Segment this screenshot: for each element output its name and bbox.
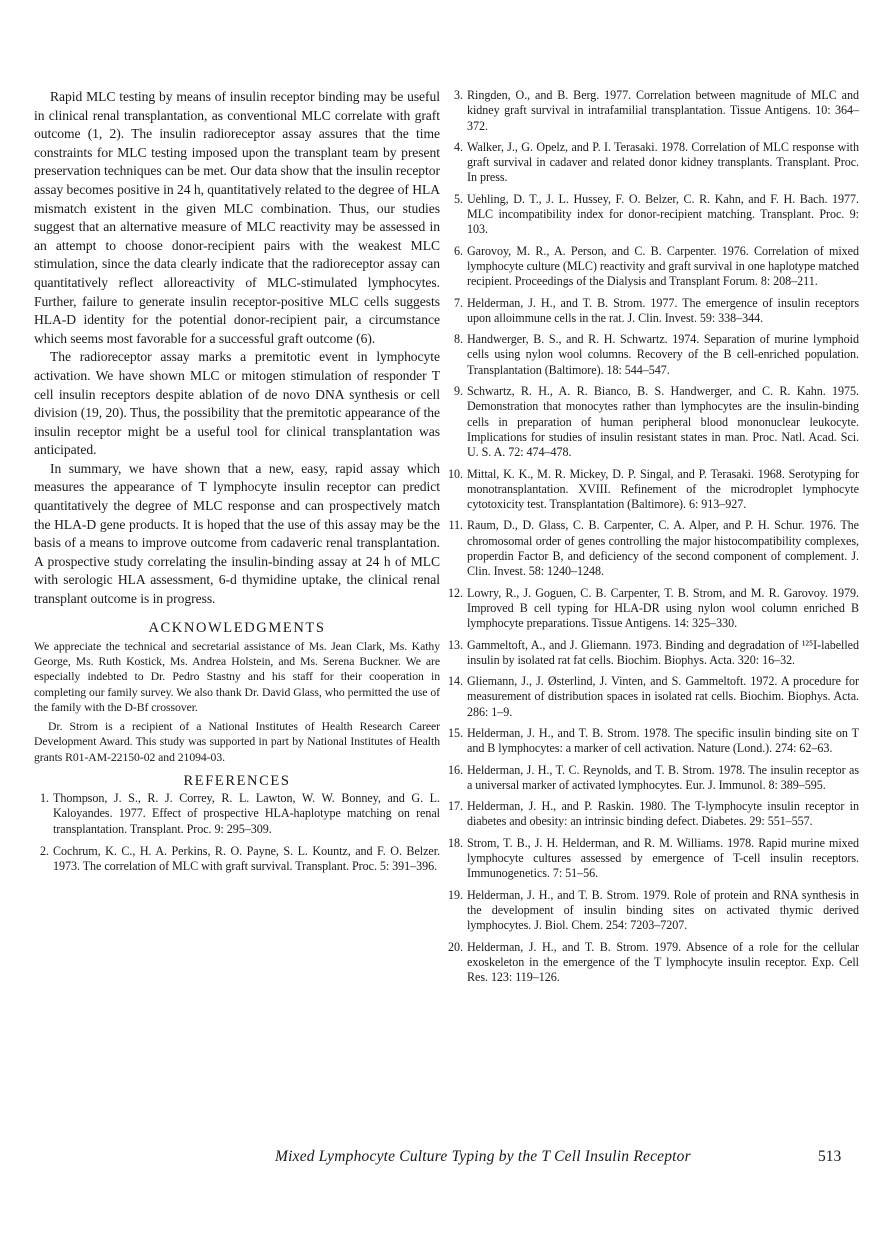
- reference-number: 4.: [454, 139, 463, 154]
- reference-number: 18.: [448, 835, 463, 850]
- reference-text: Ringden, O., and B. Berg. 1977. Correlation between magnitude of MLC and kidney graft survival in intrafamilial transplantation. Tissue Antigens. 10: 364–372.: [467, 88, 859, 133]
- reference-text: Garovoy, M. R., A. Person, and C. B. Carpenter. 1976. Correlation of mixed lymphocyte culture (MLC) reactivity and graft survival in one haplotype matched recipient. Proceedings of the Dialysis and Transplant Forum. 8: 208–211.: [467, 243, 859, 289]
- right-column: [447, 88, 859, 991]
- page-number: 513: [818, 1148, 842, 1165]
- left-column: [34, 88, 440, 881]
- reference-item: [447, 586, 859, 632]
- reference-number: 3.: [454, 88, 463, 102]
- reference-number: 8.: [454, 332, 463, 347]
- reference-number: 10.: [448, 466, 463, 481]
- reference-text: Helderman, J. H., and T. B. Strom. 1978. The specific insulin binding site on T and B lymphocytes: a marker of cell activation. Nature (Lond.). 274: 62–63.: [467, 725, 859, 756]
- reference-number: 9.: [454, 384, 463, 399]
- body-paragraph: In summary, we have shown that a new, easy, rapid assay which measures the appearance of T lymphocyte insulin receptor can predict quantitatively the degree of MLC response and can prospectively match the HLA-D gene products. It is hoped that the use of this assay may be the basis of a means to improve outcome from cadaveric renal transplantation. A prospective study correlating the insulin-binding assay at 24 h of MLC with serologic HLA assessment, 6-d thymidine uptake, the clinical renal transplant outcome is in progress.: [34, 460, 440, 607]
- reference-item: [447, 763, 859, 794]
- reference-number: 15.: [448, 725, 463, 740]
- reference-text: Helderman, J. H., and T. B. Strom. 1979. Role of protein and RNA synthesis in the development of insulin binding sites on activated thymic derived lymphocytes. J. Biol. Chem. 254: 7203–7207.: [467, 887, 859, 933]
- reference-number: 6.: [454, 243, 463, 258]
- reference-text: Helderman, J. H., and P. Raskin. 1980. The T-lymphocyte insulin receptor in diabetes and obesity: an intrinsic binding defect. Diabetes. 29: 551–557.: [467, 799, 859, 829]
- reference-item: [447, 384, 859, 460]
- reference-number: 12.: [448, 585, 463, 600]
- reference-number: 20.: [448, 939, 463, 954]
- reference-item: [447, 192, 859, 238]
- reference-text: Helderman, J. H., and T. B. Strom. 1979. Absence of a role for the cellular exoskeleton in the emergence of the T lymphocyte insulin receptor. Exp. Cell Res. 123: 119–126.: [467, 939, 859, 985]
- references-heading: REFERENCES: [183, 773, 291, 789]
- reference-item: [447, 332, 859, 378]
- reference-list: [447, 88, 859, 985]
- reference-item: [447, 518, 859, 579]
- body-paragraph: The radioreceptor assay marks a premitotic event in lymphocyte activation. We have shown MLC or mitogen stimulation of responder T cell insulin receptors despite ablation of de novo DNA synthesis or cell division (19, 20). Thus, the possibility that the premitotic appearance of the insulin receptor might be a useful tool for clinical transplantation was anticipated.: [34, 349, 440, 458]
- reference-list: [34, 791, 440, 874]
- reference-text: Gammeltoft, A., and J. Gliemann. 1973. Binding and degradation of ¹²⁵I-labelled insulin by isolated rat fat cells. Biochim. Biophys. Acta. 320: 16–32.: [467, 637, 859, 667]
- reference-number: 7.: [454, 295, 463, 310]
- reference-item: [447, 638, 859, 669]
- reference-text: Helderman, J. H., T. C. Reynolds, and T. B. Strom. 1978. The insulin receptor as a universal marker of activated lymphocytes. Eur. J. Immunol. 8: 389–595.: [467, 762, 859, 792]
- reference-item: [447, 467, 859, 513]
- reference-text: Raum, D., D. Glass, C. B. Carpenter, C. A. Alper, and P. H. Schur. 1976. The chromosomal order of genes controlling the major histocompatibility complexes, properdin Factor B, and deficiency of the second component of complement. J. Clin. Invest. 58: 1240–1248.: [467, 518, 859, 579]
- reference-text: Thompson, J. S., R. J. Correy, R. L. Lawton, W. W. Bonney, and G. L. Kaloyandes. 1977. Effect of prospective HLA-haplotype matching on renal transplantation. Transplant. Proc. 9: 295–309.: [53, 791, 440, 836]
- reference-item: [447, 674, 859, 720]
- reference-text: Uehling, D. T., J. L. Hussey, F. O. Belzer, C. R. Kahn, and F. H. Bach. 1977. MLC incompatibility index for donor-recipient matching. Transplant. Proc. 9: 103.: [467, 191, 859, 237]
- reference-text: Walker, J., G. Opelz, and P. I. Terasaki. 1978. Correlation of MLC response with graft survival in cadaver and related donor kidney transplants. Transplant. Proc. In press.: [467, 139, 859, 185]
- reference-item: [447, 244, 859, 290]
- reference-number: 1.: [40, 791, 49, 805]
- reference-text: Cochrum, K. C., H. A. Perkins, R. O. Payne, S. L. Kountz, and F. O. Belzer. 1973. The correlation of MLC with graft survival. Transplant. Proc. 5: 391–396.: [53, 843, 440, 874]
- reference-item: [447, 140, 859, 186]
- reference-item: [34, 844, 440, 875]
- reference-item: [447, 940, 859, 986]
- reference-number: 19.: [448, 887, 463, 902]
- reference-item: [447, 836, 859, 882]
- reference-item: [447, 799, 859, 830]
- reference-number: 5.: [454, 191, 463, 206]
- reference-item: [447, 888, 859, 934]
- reference-item: [447, 88, 859, 134]
- reference-number: 14.: [448, 674, 463, 689]
- reference-item: [447, 296, 859, 327]
- reference-text: Helderman, J. H., and T. B. Strom. 1977. The emergence of insulin receptors upon alloimmune cells in the rat. J. Clin. Invest. 59: 338–344.: [467, 295, 859, 325]
- reference-number: 11.: [448, 518, 463, 533]
- reference-number: 17.: [448, 799, 463, 814]
- reference-text: Mittal, K. K., M. R. Mickey, D. P. Singal, and P. Terasaki. 1968. Serotyping for monotransplantation. XVIII. Refinement of the microdroplet lymphocyte cytotoxicity test. Transplantation (Baltimore). 6: 913–927.: [467, 466, 859, 512]
- reference-number: 13.: [448, 637, 463, 652]
- acknowledgments-paragraph: We appreciate the technical and secretarial assistance of Ms. Jean Clark, Ms. Kathy George, Ms. Ruth Kostick, Ms. Andrea Holstein, and Ms. Serena Buckner. We are especially indebted to Dr. Pedro Stastny and his staff for their cooperation in completing our family survey. We also thank Dr. David Glass, who permitted the use of the family with the D-Bf crossover.: [34, 639, 440, 714]
- reference-number: 2.: [40, 843, 49, 858]
- reference-item: [34, 791, 440, 837]
- reference-text: Gliemann, J., J. Østerlind, J. Vinten, and S. Gammeltoft. 1972. A procedure for measurement of distribution spaces in isolated rat cells. Biochim. Biophys. Acta. 286: 1–9.: [467, 674, 859, 719]
- body-paragraph: Rapid MLC testing by means of insulin receptor binding may be useful in clinical renal transplantation, as conventional MLC correlate with graft outcome (1, 2). The insulin radioreceptor assay assures that the time constraints for MLC testing imposed upon the transplant team by present preservation techniques can be met. Our data show that the insulin receptor assay becomes positive in 24 h, quantitatively related to the degree of HLA mismatch existent in the given MLC combination. Thus, our studies suggest that an alternative measure of MLC reactivity may be assessed in an attempt to choose donor-recipient pairs with the weakest MLC stimulation, since the data clearly indicate that the radioreceptor assay can quantitatively reflect alloreactivity of MLC-stimulated lymphocytes. Further, failure to generate insulin receptor-positive MLC cells suggests HLA-D identity for the potential donor-recipient pair, a circumstance which seems most favorable for a successful graft outcome (6).: [34, 89, 440, 346]
- reference-item: [447, 726, 859, 757]
- reference-number: 16.: [448, 762, 463, 777]
- reference-text: Schwartz, R. H., A. R. Bianco, B. S. Handwerger, and C. R. Kahn. 1975. Demonstration that monocytes rather than lymphocytes are the insulin-binding cells in preparation of human peripheral blood mononuclear leukocyte. Implications for studies of insulin resistant states in man. Proc. Natl. Acad. Sci. U. S. A. 72: 474–478.: [467, 384, 859, 460]
- reference-text: Handwerger, B. S., and R. H. Schwartz. 1974. Separation of murine lymphoid cells using nylon wool columns. Recovery of the B cell-enriched population. Transplantation (Baltimore). 18: 544–547.: [467, 332, 859, 377]
- running-title: Mixed Lymphocyte Culture Typing by the T Cell Insulin Receptor: [275, 1148, 691, 1165]
- funding-paragraph: Dr. Strom is a recipient of a National Institutes of Health Research Career Development Award. This study was supported in part by National Institutes of Health grants R01-AM-22150-02 and 21094-03.: [34, 720, 440, 764]
- reference-text: Strom, T. B., J. H. Helderman, and R. M. Williams. 1978. Rapid murine mixed lymphocyte cultures assessed by emergence of T-cell insulin receptors. Immunogenetics. 7: 51–56.: [467, 835, 859, 881]
- acknowledgments-heading: ACKNOWLEDGMENTS: [148, 619, 326, 636]
- reference-text: Lowry, R., J. Goguen, C. B. Carpenter, T. B. Strom, and M. R. Garovoy. 1979. Improved B cell typing for HLA-DR using nylon wool column enriched B lymphocyte preparations. Tissue Antigens. 14: 325–330.: [467, 585, 859, 631]
